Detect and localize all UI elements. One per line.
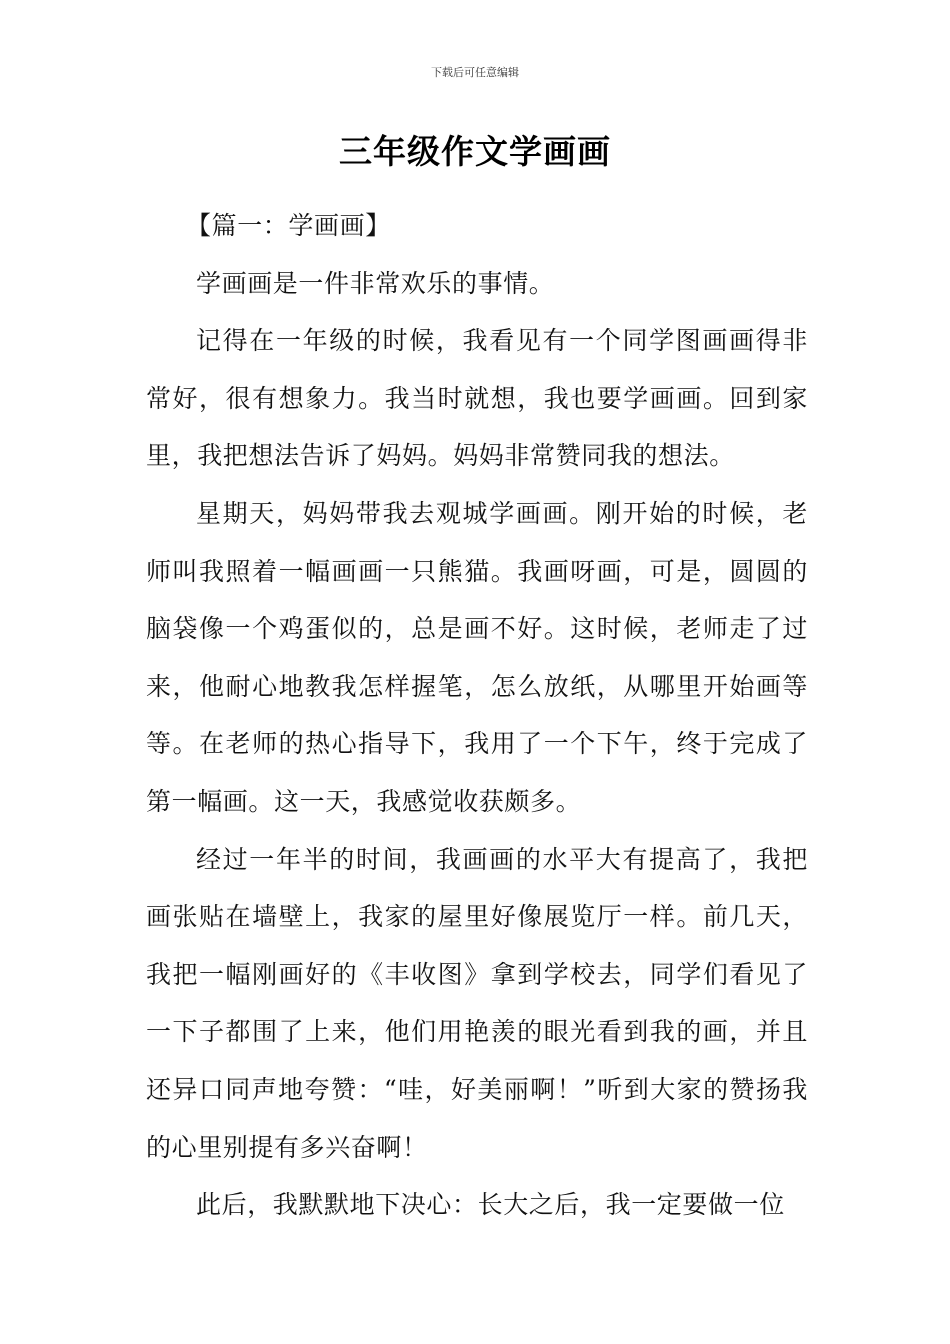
paragraph: 记得在一年级的时候，我看见有一个同学图画画得非常好，很有想象力。我当时就想，我也要学画画。回到家里，我把想法告诉了妈妈。妈妈非常赞同我的想法。 [146, 326, 808, 471]
document-title: 三年级作文学画画 [339, 132, 611, 171]
paragraph: 学画画是一件非常欢乐的事情。 [196, 268, 555, 298]
paragraph: 星期天，妈妈带我去观城学画画。刚开始的时候，老师叫我照着一幅画画一只熊猫。我画呀画，可是，圆圆的脑袋像一个鸡蛋似的，总是画不好。这时候，老师走了过来，他耐心地教我怎样握笔，怎么放纸，从哪里开始画等等。在老师的热心指导下，我用了一个下午，终于完成了第一幅画。这一天，我感觉收获颇多。 [146, 498, 808, 816]
section-heading: 【篇一：学画画】 [186, 211, 391, 240]
paragraph: 此后，我默默地下决心：长大之后，我一定要做一位 [196, 1190, 785, 1220]
document-body [146, 197, 808, 1234]
header-note: 下载后可任意编辑 [431, 66, 519, 79]
paragraph: 经过一年半的时间，我画画的水平大有提高了，我把画张贴在墙壁上，我家的屋里好像展览厅一样。前几天，我把一幅刚画好的《丰收图》拿到学校去，同学们看见了一下子都围了上来，他们用艳羡的眼光看到我的画，并且还异口同声地夸赞：“哇，好美丽啊！”听到大家的赞扬我的心里别提有多兴奋啊！ [146, 844, 808, 1162]
